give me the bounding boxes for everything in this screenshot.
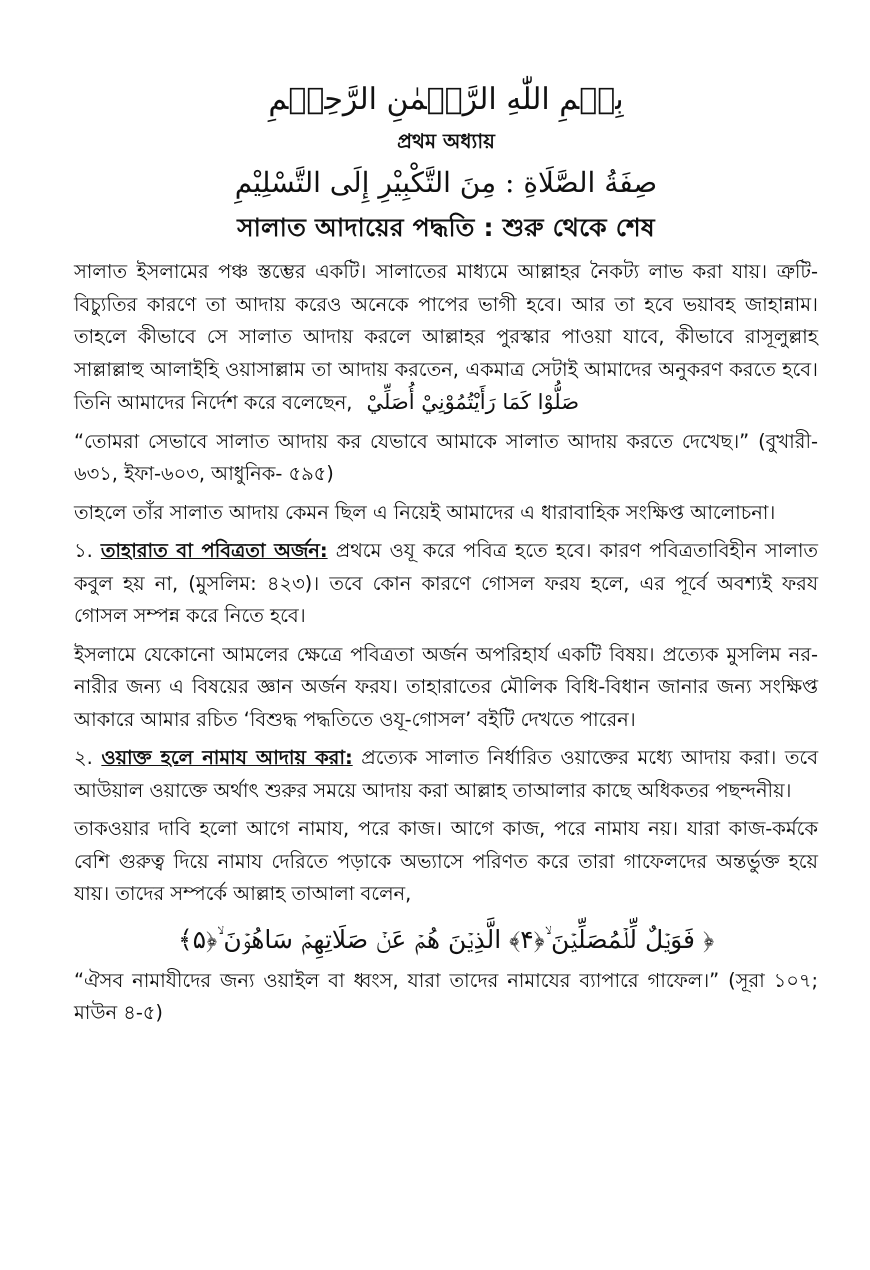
taqwa-paragraph: তাকওয়ার দাবি হলো আগে নামায, পরে কাজ। আগে কাজ, পরে নামায নয়। যারা কাজ-কর্মকে বেশি গুরুত্ব দিয়ে নামায দেরিতে পড়াকে অভ্যাসে পরিণত করে তারা গাফেলদের অন্তর্ভুক্ত হয়ে যায়। তাদের সম্পর্কে আল্লাহ তাআলা বলেন, — [74, 817, 818, 905]
section-2-paragraph — [74, 742, 818, 807]
intro-text: সালাত ইসলামের পঞ্চ স্তম্ভের একটি। সালাতের মাধ্যমে আল্লাহর নৈকট্য লাভ করা যায়। ত্রুটি-বিচ্যুতির কারণে তা আদায় করেও অনেকে পাপের ভাগী হবে। আর তা হবে ভয়াবহ জাহান্নাম। তাহলে কীভাবে সে সালাত আদায় করলে আল্লাহর পুরস্কার পাওয়া যাবে, কীভাবে রাসূলুল্লাহ সাল্লাল্লাহু আলাইহি ওয়াসাল্লাম তা আদায় করতেন, একমাত্র সেটাই আমাদের অনুকরণ করতে হবে। তিনি আমাদের নির্দেশ করে বলেছেন, — [74, 260, 818, 414]
section-2-text: প্রত্যেক সালাত নির্ধারিত ওয়াক্তের মধ্যে আদায় করা। তবে আউয়াল ওয়াক্তে অর্থাৎ শুরুর সময়ে আদায় করা আল্লাহ তাআলার কাছে অধিকতর পছন্দনীয়। — [74, 746, 818, 802]
arabic-chapter-title: صِفَةُ الصَّلَاةِ : مِنَ التَّكْبِيْرِ إِلَى التَّسْلِيْمِ — [234, 166, 658, 199]
section-1-number: ১. — [74, 539, 93, 562]
verse-translation-quote: “ঐসব নামাযীদের জন্য ওয়াইল বা ধ্বংস, যারা তাদের নামাযের ব্যাপারে গাফেল।” (সূরা ১০৭; মাউন ৪-৫) — [74, 968, 818, 1024]
quran-verse: ﴿ فَوَيۡلٌ لِّلۡمُصَلِّیۡنَ ۙ﴿۴﴾ الَّذِیۡنَ هُمۡ عَنۡ صَلَاتِهِمۡ سَاهُوۡنَ ۙ﴿۵﴾ — [177, 924, 715, 954]
hadith-translation-quote: “তোমরা সেভাবে সালাত আদায় কর যেভাবে আমাকে সালাত আদায় করতে দেখেছ।” (বুখারী- ৬৩১, ইফা-৬০৩, আধুনিক- ৫৯৫) — [74, 429, 818, 485]
section-2-number: ২. — [74, 746, 93, 769]
section-1-paragraph — [74, 535, 818, 633]
section-1-text: প্রথমে ওযূ করে পবিত্র হতে হবে। কারণ পবিত্রতাবিহীন সালাত কবুল হয় না, (মুসলিম: ৪২৩)। তবে কোন কারণে গোসল ফরয হলে, এর পূর্বে অবশ্যই ফরয গোসল সম্পন্ন করে নিতে হবে। — [74, 539, 818, 627]
summary-paragraph: তাহলে তাঁর সালাত আদায় কেমন ছিল এ নিয়েই আমাদের এ ধারাবাহিক সংক্ষিপ্ত আলোচনা। — [74, 500, 776, 524]
hadith-arabic: صَلُّوْا كَمَا رَأَيْتُمُوْنِيْ أُصَلِّيْ — [366, 390, 580, 414]
intro-paragraph — [74, 256, 818, 420]
page-title: সালাত আদায়ের পদ্ধতি : শুরু থেকে শেষ — [237, 213, 655, 242]
purity-paragraph: ইসলামে যেকোনো আমলের ক্ষেত্রে পবিত্রতা অর্জন অপরিহার্য একটি বিষয়। প্রত্যেক মুসলিম নর-নারীর জন্য এ বিষয়ের জ্ঞান অর্জন ফরয। তাহারাতের মৌলিক বিধি-বিধান জানার জন্য সংক্ষিপ্ত আকারে আমার রচিত ‘বিশুদ্ধ পদ্ধতিতে ওযূ-গোসল’ বইটি দেখতে পারেন। — [74, 642, 818, 731]
chapter-label: প্রথম অধ্যায় — [397, 129, 495, 153]
bismillah-heading: بِسۡمِ اللّٰهِ الرَّحۡمٰنِ الرَّحِیۡمِ — [268, 82, 624, 117]
section-2-heading: ওয়াক্ত হলে নামায আদায় করা: — [101, 746, 353, 769]
section-1-heading: তাহারাত বা পবিত্রতা অর্জন: — [100, 539, 328, 562]
